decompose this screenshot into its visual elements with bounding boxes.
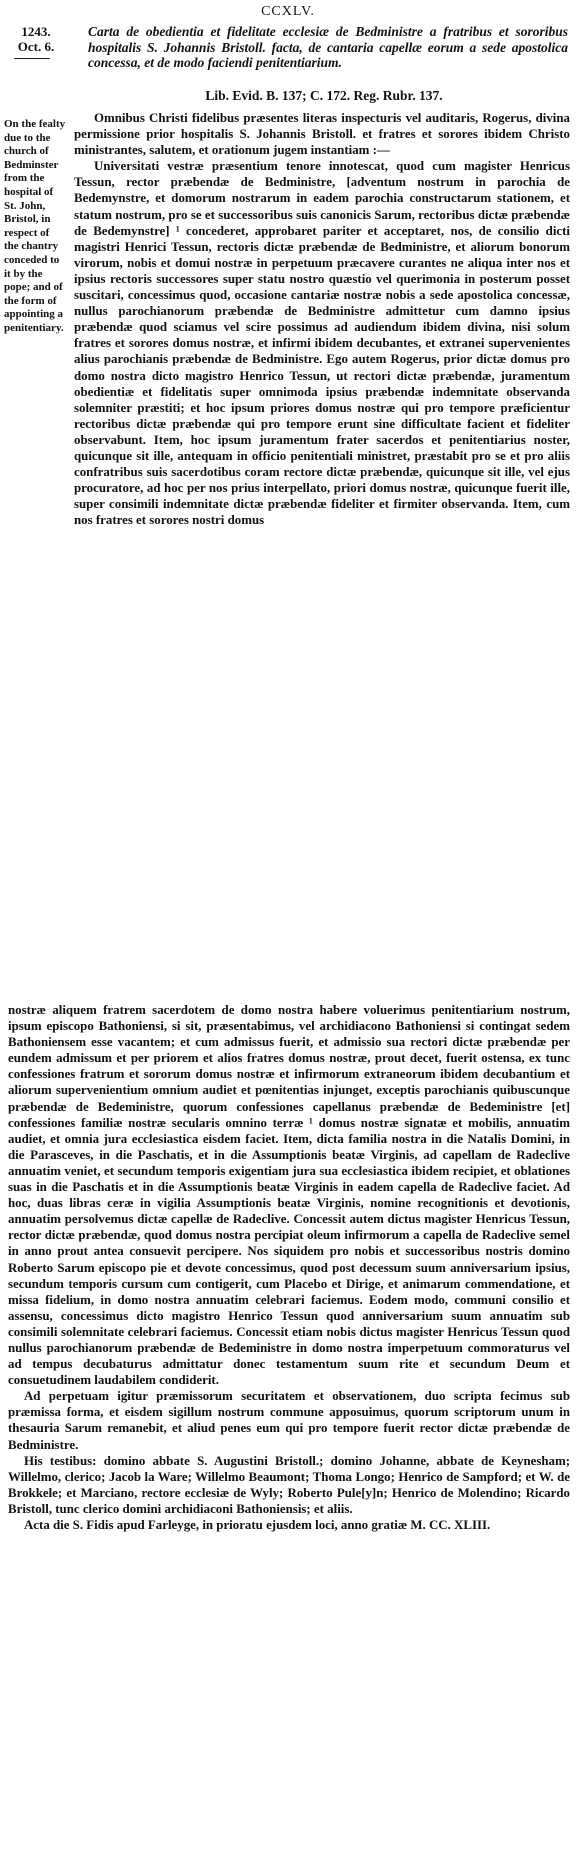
date-divider	[14, 58, 50, 59]
main-paragraph: Universitati vestræ præsentium tenore innotescat, quod cum magister Henricus Tessun, rector præbendæ de Bedministre, [adventum nostrum in parochia de Bedemynstre, et domorum nostrarum in eadem parochia constructarum stationem, et statum nostrum, pro se et successoribus suis canonicis Sarum, rectoribus dictæ præbendæ de Bedemynstre] ¹ concederet, approbaret pariter et acceptaret, nos, de consilio dicti magistri Henrici Tessun, rectoris dictæ præbendæ de Bedministre, et aliorum bonorum virorum, nobis et domui nostræ in perpetuum præcavere curantes ne aliqua inter nos et ipsius rectoris successores super statu nostro quæstio vel querimonia in posterum posset suscitari, concessimus quod, occasione cantariæ nostræ nobis a sede apostolica concessæ, nullus parochianorum præbendæ de Bedministre admittetur cum damno ipsius præbendæ quod sciamus vel scire possimus ad audiendum ibidem divina, nisi solum fratres et sorores domus nostræ, et infirmi ibidem decubantes, et extranei supervenientes alius parochianis præbendæ de Bedministre. Ego autem Rogerus, prior dictæ domus pro domo nostra dicto magistro Henrico Tessun, ut rectori dictæ præbendæ, juramentum obedientiæ et fidelitatis super omnimoda ipsius præbendæ indemnitate observanda solemniter præstiti; et hoc ipsum priores domus nostræ qui pro tempore præficientur rectoribus dictæ præbendæ qui pro tempore erunt sine difficultate facient et fideliter observabunt. Item, hoc ipsum juramentum frater sacerdos et penitentiarius noster, quicunque sit ille, antequam in officio penitentiali ministret, præstabit pro se et pro aliis confratribus suis sacerdotibus coram rectore dictæ præbendæ, quicunque sit ille, vel ejus procuratore, ad hoc per nos prius interpellato, priori domus nostræ, quicunque fuerit ille, super consimili indemnitate dictæ præbendæ fideliter et firmiter observanda. Item, cum nos fratres et sorores nostri domus	[74, 159, 570, 528]
margin-summary: On the fealty due to the church of Bedminster from the hospital of St. John, Bristol, in respect of the chantry conceded to it by the pope; and of the form of appointing a penitentiary.	[4, 118, 66, 334]
sealing-paragraph: Ad perpetuam igitur præmissorum securitatem et observationem, duo scripta fecimus sub præmissa forma, et eisdem sigillum nostrum commune apposuimus, quorum scriptorum unum in thesauria Sarum remanebit, et aliud penes eum qui pro tempore fuerit rector dictæ præbendæ de Bedministre.	[8, 1389, 570, 1452]
charter-references: Lib. Evid. B. 137; C. 172. Reg. Rubr. 137.	[205, 88, 443, 103]
charter-number: CCXLV.	[261, 4, 315, 19]
body-full-width	[8, 1002, 570, 1533]
address-paragraph: Omnibus Christi fidelibus præsentes literas inspecturis vel auditaris, Rogerus, divina permissione prior hospitalis S. Johannis Bristoll. et fratres et sorores ibidem Christo ministrantes, salutem, et orationum jugem instantiam :—	[74, 111, 570, 158]
charter-date	[8, 24, 64, 54]
charter-day: Oct. 6.	[17, 39, 55, 54]
dating-clause: Acta die S. Fidis apud Farleyge, in prioratu ejusdem loci, anno gratiæ M. CC. XLIII.	[24, 1518, 491, 1532]
witness-list: His testibus: domino abbate S. Augustini Bristoll.; domino Johanne, abbate de Keynesham; Willelmo, clerico; Jacob la Ware; Willelmo Beaumont; Thoma Longo; Henrico de Sampford; et W. de Brokkele; et Marciano, rectore ecclesiæ de Wyly; Roberto Pule[y]n; Henrico de Molendino; Ricardo Bristoll, tunc clerico domini archidiaconi Bathoniensis; et aliis.	[8, 1453, 570, 1516]
main-paragraph-continued: nostræ aliquem fratrem sacerdotem de domo nostra habere voluerimus penitentiarium nostrum, ipsum episcopo Bathoniensi, si sit, præsentabimus, vel archidiacono Bathoniensi si contingat sedem Bathoniensem esse vacantem; et cum admissus fuerit, et admissio sua rectori dictæ præbendæ per eundem admissum et per priorem et alios fratres domus nostræ, prout decet, fuerit ostensa, ex tunc confessiones fratrum et sororum domus nostræ et infirmorum extraneorum ibidem decubantium et aliorum supervenientium omnium audiet et pœnitentias injunget, exceptis parochianis quibuscunque præbendæ de Bedeministre, quorum confessiones capellanus præbendæ de Bedeministre [et] confessiones familiæ nostræ secularis omnino terræ ¹ domus nostræ signatæ et mobilis, annuatim audiet, et omnia jura ecclesiastica eisdem faciet. Item, dicta familia nostra in die Natalis Domini, in die Parasceves, in die Paschatis, et in die Assumptionis beatæ Virginis, ad capellam de Radeclive annuatim veniet, et secundum temporis exigentiam jura sua ecclesiastica ibidem recipiet, et oblationes suas in die Paschatis et in die Assumptionis beatæ Virginis in eadem capella de Radeclive faciet. Ad hoc, duas libras ceræ in vigilia Assumptionis beatæ Virginis, nomine recognitionis et devotionis, annuatim persolvemus dictæ capellæ de Radeclive. Concessit autem dictus magister Henricus Tessun, rector dictæ præbendæ, quod domus nostra percipiat oleum infirmorum a capella de Radeclive semel in anno prout antea consuevit percipere. Nos siquidem pro nobis et successoribus nostris domino Roberto Sarum episcopo pie et devote concessimus, quod post decessum suum anniversarium ipsius, secundum temporis cursum cum contigerit, cum Placebo et Dirige, et animarum commendatione, et missa fidelium, in domo nostra annuatim celebrari faciemus. Eodem modo, communi consilio et assensu, concessimus dicto magistro Henrico Tessun quod anniversarium suum annuatim sub consimili solemnitate celebrari faciemus. Concessit etiam nobis dictus magister Henricus Tessun quod nullus parochianorum præbendæ de Bedeministre in domo nostra imperpetuum commoraturus vel ad tempus decubaturus admittatur donec testamentum suum rite et secundum Deum et consuetudinem laudabilem condiderit.	[8, 1003, 570, 1388]
charter-title: Carta de obedientia et fidelitate ecclesiæ de Bedministre a fratribus et sororibus hospitalis S. Johannis Bristoll. facta, de cantaria capellæ eorum a sede apostolica concessa, et de modo faciendi penitentiarium.	[88, 24, 568, 70]
charter-year: 1243.	[21, 24, 51, 39]
body-column	[74, 110, 570, 528]
